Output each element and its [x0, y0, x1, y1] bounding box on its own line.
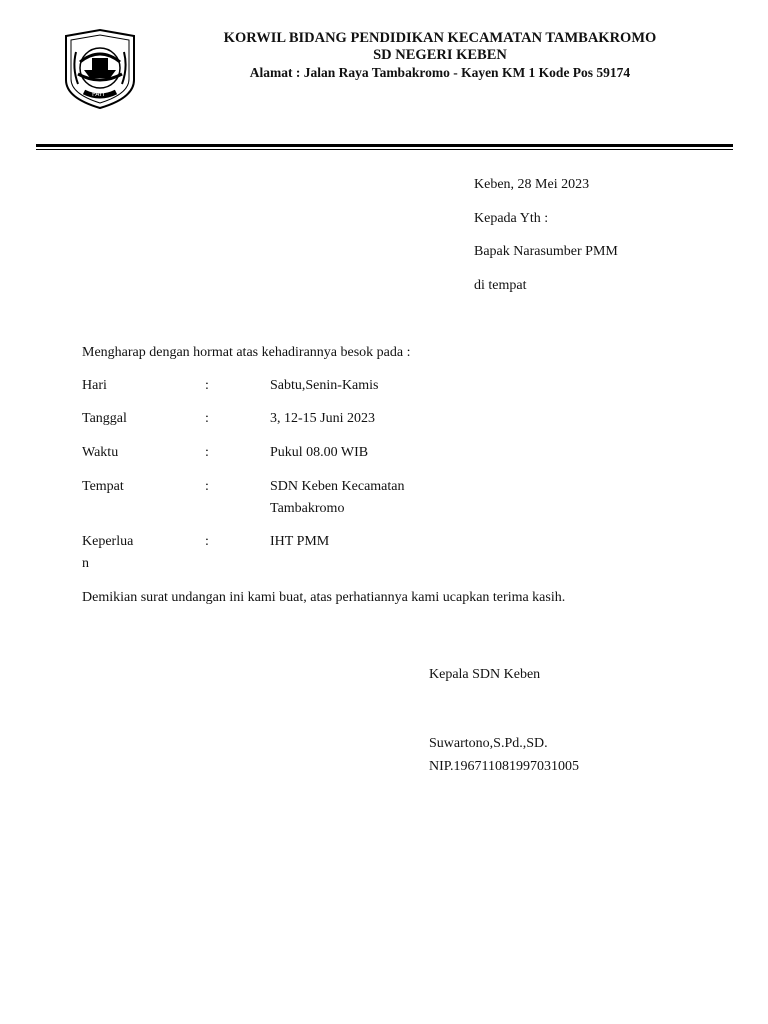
crest-banner-text: PATI [92, 91, 105, 98]
recipient-to: Kepada Yth : [474, 211, 549, 226]
intro-text: Mengharap dengan hormat atas kehadirannya besok pada : [82, 345, 411, 360]
header-divider-thin [36, 149, 733, 150]
detail-label-hari: Hari [82, 378, 107, 393]
detail-colon: : [205, 378, 209, 393]
detail-value-keperluan: IHT PMM [270, 534, 330, 549]
detail-colon: : [205, 411, 209, 426]
letterhead-address: Alamat : Jalan Raya Tambakromo - Kayen KM 1 Kode Pos 59174 [249, 65, 631, 80]
detail-label-keperluan: Keperlua [82, 534, 134, 549]
letterhead-line-1: KORWIL BIDANG PENDIDIKAN KECAMATAN TAMBAKROMO [223, 30, 657, 46]
detail-label-keperluan-wrap: n [82, 556, 89, 571]
recipient-location: di tempat [474, 278, 527, 293]
detail-label-tanggal: Tanggal [82, 411, 127, 426]
signature-name: Suwartono,S.Pd.,SD. [429, 736, 548, 751]
detail-value-tempat-line-2: Tambakromo [270, 501, 345, 516]
recipient-name: Bapak Narasumber PMM [474, 244, 618, 259]
detail-colon: : [205, 445, 209, 460]
detail-value-hari: Sabtu,Senin-Kamis [270, 378, 379, 393]
detail-colon: : [205, 479, 209, 494]
signature-nip: NIP.196711081997031005 [429, 759, 579, 774]
signature-title: Kepala SDN Keben [429, 667, 541, 682]
header-divider-thick [36, 144, 733, 147]
detail-value-tempat: SDN Keben Kecamatan [270, 479, 405, 494]
detail-label-waktu: Waktu [82, 445, 119, 460]
detail-label-tempat: Tempat [82, 479, 124, 494]
letterhead-line-2: SD NEGERI KEBEN [373, 47, 507, 63]
regency-crest-logo [60, 28, 140, 110]
detail-colon: : [205, 534, 209, 549]
detail-value-tanggal: 3, 12-15 Juni 2023 [270, 411, 375, 426]
detail-value-waktu: Pukul 08.00 WIB [270, 445, 369, 460]
closing-text: Demikian surat undangan ini kami buat, atas perhatiannya kami ucapkan terima kasih. [82, 590, 566, 605]
place-date: Keben, 28 Mei 2023 [474, 177, 590, 192]
